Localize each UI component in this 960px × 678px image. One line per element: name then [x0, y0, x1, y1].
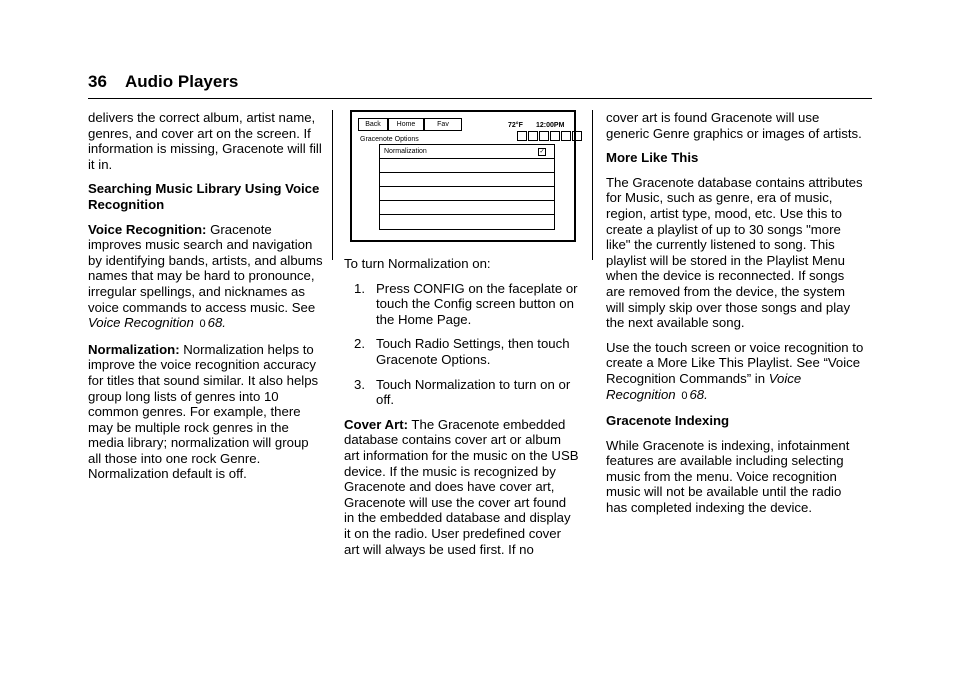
paragraph: While Gracenote is indexing, infotainment features are available including selecting music from the menu. Voice recognition music will not be available until the radio has completed indexing the device. — [606, 437, 850, 516]
paragraph: delivers the correct album, artist name, genres, and cover art on the screen. If information is missing, Gracenote will fill it in. — [88, 110, 322, 172]
paragraph-see-also — [606, 340, 866, 404]
clock-readout: 12:00PM — [536, 122, 565, 129]
status-icons — [517, 131, 582, 141]
status-icon — [561, 131, 571, 141]
page-ref-number[interactable]: 68. — [689, 386, 708, 402]
list-item-label: Normalization — [384, 148, 427, 155]
page-header — [88, 72, 238, 92]
steps-list — [344, 281, 580, 408]
page-ref-icon: 0 — [681, 389, 688, 402]
column-1 — [88, 110, 324, 491]
list-item — [380, 159, 554, 173]
page-ref-icon: 0 — [199, 318, 206, 331]
cross-reference-link[interactable]: Voice Recognition — [606, 370, 802, 402]
cross-reference-link[interactable]: Voice Recognition — [88, 315, 194, 331]
column-3 — [606, 110, 866, 525]
paragraph-normalization — [88, 342, 324, 482]
page-number: 36 — [88, 72, 107, 91]
steps-intro: To turn Normalization on: — [344, 256, 491, 271]
radio-screen-illustration — [350, 110, 576, 242]
term-label: Cover Art: — [344, 416, 408, 432]
term-label: Voice Recognition: — [88, 221, 207, 237]
status-icon — [517, 131, 527, 141]
subheading: Gracenote Indexing — [606, 413, 730, 429]
screen-section-title: Gracenote Options — [360, 136, 419, 143]
back-button: Back — [358, 118, 388, 131]
status-icon — [550, 131, 560, 141]
status-icon — [572, 131, 582, 141]
options-list — [379, 144, 555, 230]
step-item: 3. Touch Normalization to turn on or off. — [354, 376, 571, 408]
header-rule — [88, 98, 872, 99]
term-text: Normalization helps to improve the voice recognition accuracy for titles that sound similar. It also helps group long lists of genres into 10 common genres. For example, there may be multiple rock genres in the media library; normalization will group all those into one rock Genre. Normalization default is off. — [88, 341, 319, 482]
list-item — [380, 201, 554, 215]
term-text: The Gracenote embedded database contains cover art or album art information for the music on the USB device. If the music is recognized by Gracenote and does have cover art, Gracenote will use the cover art found in the embedded database and display it on the radio. User predefined cover art will always be used first. If no — [344, 416, 579, 557]
section-title: Audio Players — [125, 72, 239, 91]
subheading: Searching Music Library Using Voice Recognition — [88, 181, 320, 212]
list-item — [380, 215, 554, 228]
column-divider-2 — [592, 110, 593, 260]
paragraph-text: Use the touch screen or voice recognition to create a More Like This Playlist. See “Voice Recognition Commands” in — [606, 339, 864, 386]
list-item — [380, 187, 554, 201]
status-icon — [528, 131, 538, 141]
step-item: 1. Press CONFIG on the faceplate or touch the Config screen button on the Home Page. — [354, 280, 578, 327]
paragraph-voice-recognition: Voice Recognition: Gracenote improves music search and navigation by identifying bands, artists, and albums names that may be hard to pronounce, irregular spellings, and nicknames as voice commands to access music. See Voice Recognition 0 68. — [88, 221, 323, 331]
paragraph: The Gracenote database contains attributes for Music, such as genre, era of music, region, artist type, mood, etc. Use this to create a playlist of up to 30 songs "more like" the currently listened to song. This playlist will be stored in the Playlist Menu when the device is reconnected. If songs are removed from the device, the system will simply skip over those songs and play the next available song. — [606, 174, 863, 331]
paragraph: cover art is found Gracenote will use generic Genre graphics or images of artists. — [606, 110, 862, 141]
step-item: 2. Touch Radio Settings, then touch Gracenote Options. — [354, 336, 570, 367]
temperature-readout: 72°F — [508, 122, 523, 129]
home-button: Home — [388, 118, 424, 131]
fav-button: Fav — [424, 118, 462, 131]
checkbox-icon: ✓ — [539, 149, 545, 155]
page-ref-number[interactable]: 68 — [207, 315, 223, 331]
term-label: Normalization: — [88, 341, 180, 357]
subheading: More Like This — [606, 150, 699, 166]
status-icon — [539, 131, 549, 141]
paragraph-cover-art — [344, 417, 580, 557]
list-item-normalization — [380, 145, 554, 159]
term-text: Gracenote improves music search and navigation by identifying bands, artists, and albums names that may be hard to pronounce, irregular spellings, and nicknames as voice commands to access music. See — [88, 221, 323, 315]
column-2 — [344, 110, 580, 566]
column-divider-1 — [332, 110, 333, 260]
list-item — [380, 173, 554, 187]
